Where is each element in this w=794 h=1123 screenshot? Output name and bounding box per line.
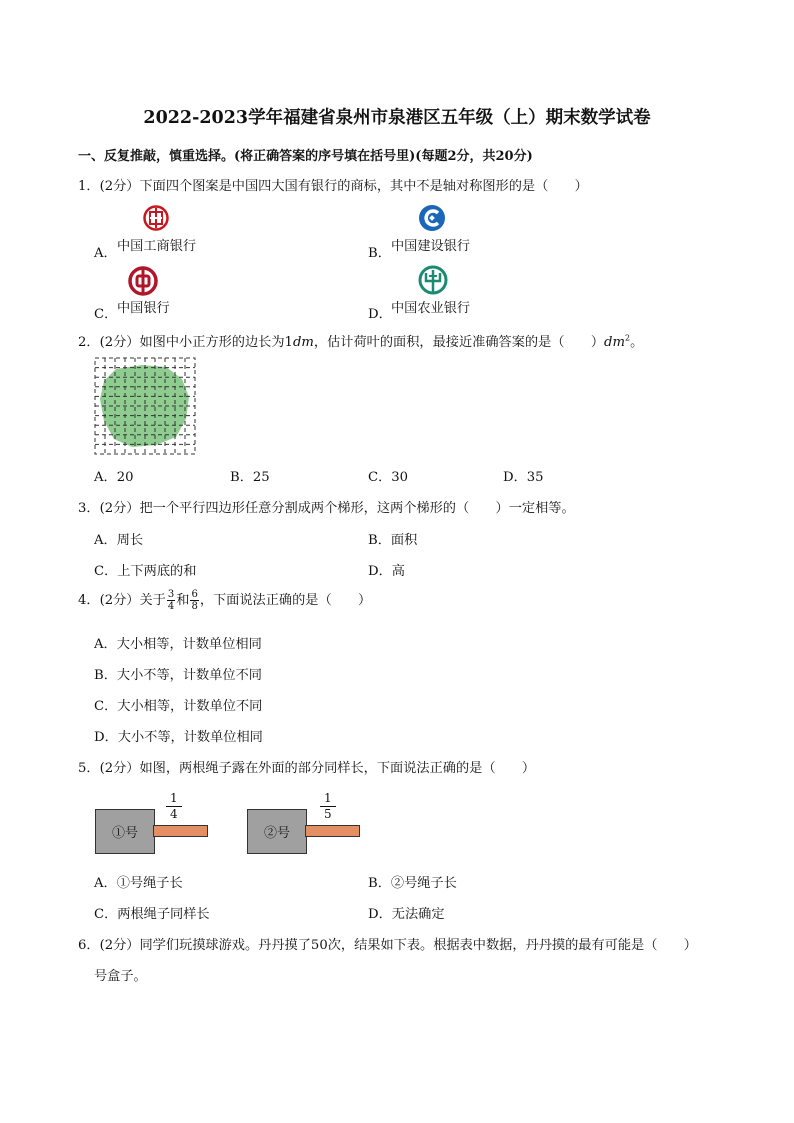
option-4c: C．大小相等，计数单位不同 — [94, 699, 263, 714]
question-2-sup: 2 — [624, 333, 631, 343]
option-2a: A．20 — [94, 470, 134, 485]
question-6-stem: 6．(2分）同学们玩摸球游戏。丹丹摸了50次，结果如下表。根据表中数据，丹丹摸的最有可能是（ ） — [78, 938, 697, 953]
option-3d: D．高 — [368, 564, 405, 579]
rope-2 — [305, 825, 360, 837]
option-2d: D．35 — [503, 470, 544, 485]
option-1c-label: 中国银行 — [117, 301, 170, 316]
ccb-logo-icon — [418, 204, 446, 236]
option-1c-letter: C． — [94, 307, 118, 322]
option-5a: A．①号绳子长 — [94, 876, 183, 891]
option-1d-letter: D． — [368, 307, 392, 322]
lotus-leaf-grid-figure — [94, 357, 196, 459]
rope-1 — [153, 825, 208, 837]
boc-logo-icon — [128, 266, 158, 300]
question-2-stem — [78, 331, 643, 350]
option-5b: B．②号绳子长 — [368, 876, 457, 891]
question-4-text-b: ，下面说法正确的是（ ） — [199, 593, 372, 608]
question-2-unit-2: dm — [604, 335, 625, 350]
option-4d: D．大小不等，计数单位相同 — [94, 730, 263, 745]
option-1b-label: 中国建设银行 — [391, 239, 471, 254]
option-5c: C．两根绳子同样长 — [94, 907, 210, 922]
fraction-3-4: $\frac{3}{4}$ — [167, 589, 175, 612]
option-2b: B．25 — [230, 470, 270, 485]
box-2: ②号 — [247, 809, 307, 854]
option-1d-label: 中国农业银行 — [391, 301, 471, 316]
question-4-mid: 和 — [176, 593, 190, 608]
abc-logo-icon — [418, 265, 448, 299]
icbc-logo-icon — [143, 205, 169, 235]
rope-1-fraction: $\frac{1}{4}$ — [166, 791, 182, 822]
rope-2-fraction: $\frac{1}{5}$ — [320, 791, 336, 822]
section-heading: 一、反复推敲，慎重选择。(将正确答案的序号填在括号里)(每题2分，共20分) — [78, 149, 533, 164]
option-3a: A．周长 — [94, 533, 144, 548]
question-5-stem: 5．(2分）如图，两根绳子露在外面的部分同样长，下面说法正确的是（ ） — [78, 761, 536, 776]
question-2-text-a: 2．(2分）如图中小正方形的边长为1 — [78, 335, 293, 350]
option-5d: D．无法确定 — [368, 907, 445, 922]
question-4-text-a: 4．(2分）关于 — [78, 593, 166, 608]
page-title: 2022-2023学年福建省泉州市泉港区五年级（上）期末数学试卷 — [143, 108, 651, 128]
box-1: ①号 — [95, 809, 155, 854]
question-1-stem: 1．(2分）下面四个图案是中国四大国有银行的商标，其中不是轴对称图形的是（ ） — [78, 179, 588, 194]
option-1a-label: 中国工商银行 — [117, 239, 197, 254]
question-2-unit: dm — [292, 335, 314, 350]
option-4a: A．大小相等，计数单位相同 — [94, 637, 262, 652]
option-3b: B．面积 — [368, 533, 418, 548]
option-1a-letter: A． — [94, 246, 117, 261]
question-6-stem-cont: 号盒子。 — [94, 969, 147, 984]
option-4b: B．大小不等，计数单位不同 — [94, 668, 262, 683]
question-3-stem: 3．(2分）把一个平行四边形任意分割成两个梯形，这两个梯形的（ ）一定相等。 — [78, 501, 575, 516]
option-2c: C．30 — [368, 470, 409, 485]
question-2-end: 。 — [630, 335, 644, 350]
option-3c: C．上下两底的和 — [94, 564, 197, 579]
question-4-stem — [78, 589, 371, 612]
option-1b-letter: B． — [368, 246, 391, 261]
question-2-text-b: ，估计荷叶的面积，最接近准确答案的是（ ） — [313, 335, 605, 350]
fraction-6-8: $\frac{6}{8}$ — [191, 589, 198, 612]
